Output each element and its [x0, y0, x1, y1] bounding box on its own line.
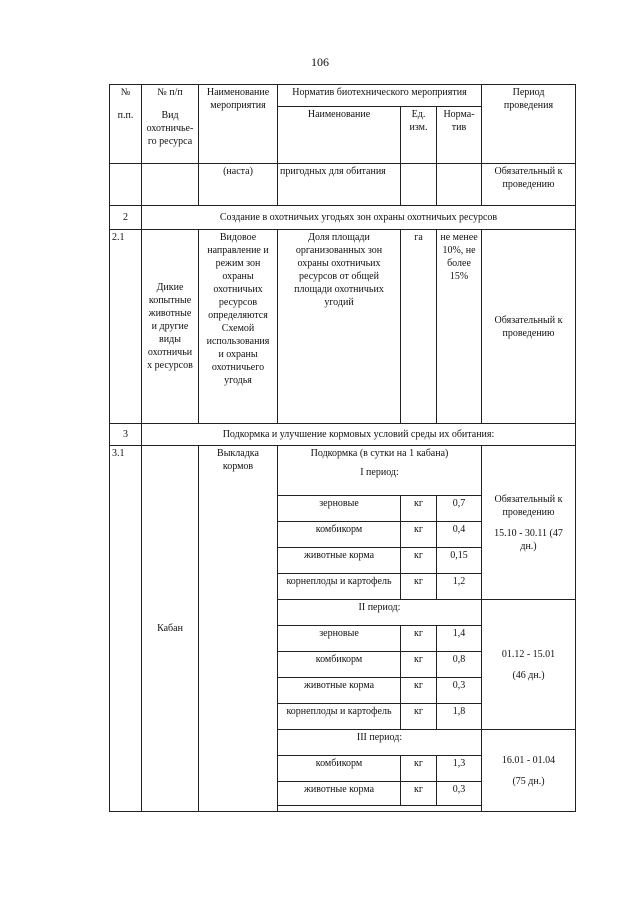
feed-value: 1,3: [437, 756, 482, 782]
feed-name: животные корма: [278, 548, 401, 574]
cont-norm: [437, 164, 482, 206]
feed-name: корнеплоды и картофель: [278, 704, 401, 730]
row21-norm: не менее 10%, не более 15%: [437, 230, 482, 424]
row21-period: Обязательный к проведению: [482, 230, 576, 424]
header-unit: Ед. изм.: [401, 107, 437, 164]
cont-species: [142, 164, 199, 206]
feed-name: корнеплоды и картофель: [278, 574, 401, 600]
section3-num: 3: [110, 424, 142, 446]
feed-unit: кг: [401, 756, 437, 782]
row31-period1: Обязательный к проведению 15.10 - 30.11 (47 дн.): [482, 446, 576, 600]
header-norm-group: Норматив биотехнического мероприятия: [278, 85, 482, 107]
period3-title: III период:: [278, 730, 482, 756]
feed-value: 1,8: [437, 704, 482, 730]
feed-name: животные корма: [278, 782, 401, 806]
feed-value: 0,7: [437, 496, 482, 522]
row31-feed-title: Подкормка (в сутки на 1 кабана) I период:: [278, 446, 482, 496]
feed-unit: кг: [401, 522, 437, 548]
cont-unit: [401, 164, 437, 206]
biotech-measures-table: [109, 84, 576, 812]
feed-unit: кг: [401, 652, 437, 678]
feed-unit: кг: [401, 496, 437, 522]
feed-unit: кг: [401, 704, 437, 730]
feed-unit: кг: [401, 574, 437, 600]
cont-norm-name: пригодных для обитания: [278, 164, 401, 206]
feed-name: комбикорм: [278, 522, 401, 548]
feed-value: 1,2: [437, 574, 482, 600]
feed-unit: кг: [401, 626, 437, 652]
feed-value: 0,3: [437, 678, 482, 704]
section2-num: 2: [110, 206, 142, 230]
header-no: № п.п.: [110, 85, 142, 164]
header-period: Период проведения: [482, 85, 576, 164]
section3-title: Подкормка и улучшение кормовых условий среды их обитания:: [142, 424, 576, 446]
row31-measure: Выкладка кормов: [199, 446, 278, 812]
row21-species: Дикие копытные животные и другие виды охотничьи х ресурсов: [142, 230, 199, 424]
feed-name: зерновые: [278, 496, 401, 522]
cont-period: Обязательный к проведению: [482, 164, 576, 206]
feed-value: 0,8: [437, 652, 482, 678]
spacer-cell: [278, 806, 482, 812]
header-norm-name: Наименование: [278, 107, 401, 164]
feed-name: комбикорм: [278, 652, 401, 678]
cont-num: [110, 164, 142, 206]
period2-title: II период:: [278, 600, 482, 626]
row31-species: Кабан: [142, 446, 199, 812]
row31-num: 3.1: [110, 446, 142, 812]
feed-name: животные корма: [278, 678, 401, 704]
feed-unit: кг: [401, 678, 437, 704]
feed-value: 0,15: [437, 548, 482, 574]
feed-unit: кг: [401, 548, 437, 574]
header-norm: Норма- тив: [437, 107, 482, 164]
feed-name: комбикорм: [278, 756, 401, 782]
row21-unit: га: [401, 230, 437, 424]
feed-value: 1,4: [437, 626, 482, 652]
row21-num: 2.1: [110, 230, 142, 424]
header-measure: Наименование мероприятия: [199, 85, 278, 164]
row31-period3: 16.01 - 01.04 (75 дн.): [482, 730, 576, 812]
section2-title: Создание в охотничьих угодьях зон охраны охотничьих ресурсов: [142, 206, 576, 230]
feed-value: 0,3: [437, 782, 482, 806]
header-species: № п/п Вид охотничье- го ресурса: [142, 85, 199, 164]
page-number: 106: [311, 55, 329, 69]
feed-value: 0,4: [437, 522, 482, 548]
row31-period2: 01.12 - 15.01 (46 дн.): [482, 600, 576, 730]
feed-unit: кг: [401, 782, 437, 806]
cont-measure: (наста): [199, 164, 278, 206]
feed-name: зерновые: [278, 626, 401, 652]
row21-measure: Видовое направление и режим зон охраны охотничьих ресурсов определяются Схемой использования и охраны охотничьего угодья: [199, 230, 278, 424]
row21-norm-name: Доля площади организованных зон охраны охотничьих ресурсов от общей площади охотничьих угодий: [278, 230, 401, 424]
